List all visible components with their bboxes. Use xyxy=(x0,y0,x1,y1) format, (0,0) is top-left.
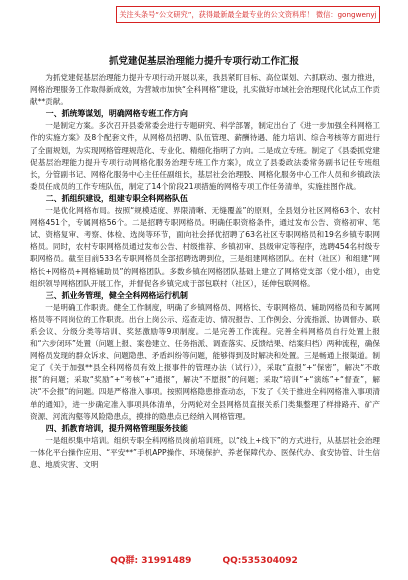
section-heading: 二、抓组织建设，组建专职全科网格队伍 xyxy=(45,193,188,203)
section-heading: 三、抓业务管理，健全全科网格运行机制 xyxy=(45,290,188,300)
paragraph: 一是优化网格布局。按照“规模适度、界限清晰、无缝覆盖”的原则，全县划分社区网格63个、农村网格451个，专属网格56个。二是招聘专职网格员。明确任职资格条件，通过发布公告、资格初审、笔试、资格复审、考察、体检、选岗等环节，面向社会择优招聘了63名社区专职网格员和19名乡镇专职网格员。同时，农村专职网格员通过发布公告、村级推荐、乡镇初审、县级审定等程序，选聘454名村级专职网格员。截至目前533名专职网格员全部招聘选聘到位，三是组建网格团队。在村（社区）和组建“网格长+网格员+网格辅助员”的网格团队。多数乡镇在网格团队基础上建立了网格党支部（党小组），由党组织领导网格团队开展工作，并督促各乡镇完成于部包联村（社区），延伸包联网格。 xyxy=(30,206,380,288)
section-heading: 四、抓教育培训，提升网格管理服务技能 xyxy=(45,423,188,433)
document-body xyxy=(30,72,380,542)
section-heading: 一、抓统筹谋划，明确网格专班工作方向 xyxy=(45,109,188,119)
footer xyxy=(0,553,408,566)
paragraph: 一是组织集中培训。组织专职全科网格员岗前培训班，以“线上+线下”的方式进行，从基层社会治理一体化平台操作应用、“平安**”手机APP操作、环境保护、养老保障代办、医保代办、食安协管、计生信息、地质灾害、文明 xyxy=(30,435,380,469)
footer-qq: QQ:535304092 xyxy=(222,556,298,566)
footer-qq-group: QQ群: 31991489 xyxy=(110,556,192,566)
paragraph: 为抓党建促基层治理能力提升专项行动开展以来，我县紧盯目标、高位谋划、六抓联动、强力推进，网格治理服务工作取得新成效，为营城市加快“全科网格”建设，扎实做好市域社会治理现代化试点工作贡献**贡献。 xyxy=(30,73,380,107)
paragraph: 一是制定方案。多次召开县委常委会进行专题研究、科学部署，制定出台了《进一步加强全科网格工作的实施方案》及8个配套文件，从网格员招聘、队伍管理、薪酬待遇、能力培训、综合考核等方面进行了全面规划，为实现网格管理规范化、专业化、精细化指明了方向。二是成立专班。制定了《县委抓党建促基层治理能力提升专项行动网格化服务治理专班工作方案》，成立了县委政法委常务副书记任专班组长，分管副书记、网格化服务中心主任任副组长，基层社会治理股、网格化服务中心工作人员和乡镇政法委员任成员的工作专班队伍，制定了14个阶段21项措施的网格专项工作任务清单，实施挂图作战。 xyxy=(30,121,380,191)
document-title: 抓党建促基层治理能力提升专项行动工作汇报 xyxy=(108,56,299,67)
top-banner[interactable]: 关注头条号“公文研究”，获得最新最全最专业的公文资料库！ 微信：gongwenyj xyxy=(116,6,380,23)
paragraph: 一是明确工作职责。健全工作制度，明确了乡镇网格员、网格长、专职网格员、辅助网格员和专属网格员等不同岗位的工作职责。出台上岗公示、巡查走访、情况报告、工作例会、分流指派、协调督办、联系会议、分级分类等培训、奖惩激励等9项制度。二是完善工作流程。完善全科网格员自行处置上报和“六步闭环”处置（问题上报、案卷建立、任务指派、调查落实、反馈结果、结案归档）两种流程，确保网格员发现的群众诉求、问题隐患、矛盾纠纷等问题，能够得到及时解决和处置。三是畅通上报渠道。制定了《关于加强**县全科网格员有效上报事件的管理办法（试行）》，采取“直报”+“保密”，解决“不敢报”的问题；采取“奖励”+“考核”+“通报”，解决“不愿报”的问题；采取“培训”+“演练”+“督查”，解决“不会报”的问题。四是严格准入事项。按照网格隐患排查动态，下发了《关于推进全科网格准入事项清单的通知》，进一步确定准入事项具体清单，分两轮对全县网格员直报关系门类集整理了样排路卉、矿产资源、河流沟壑等风险隐患点，摸排的隐患点已经纳入网格管理。 xyxy=(30,302,380,421)
